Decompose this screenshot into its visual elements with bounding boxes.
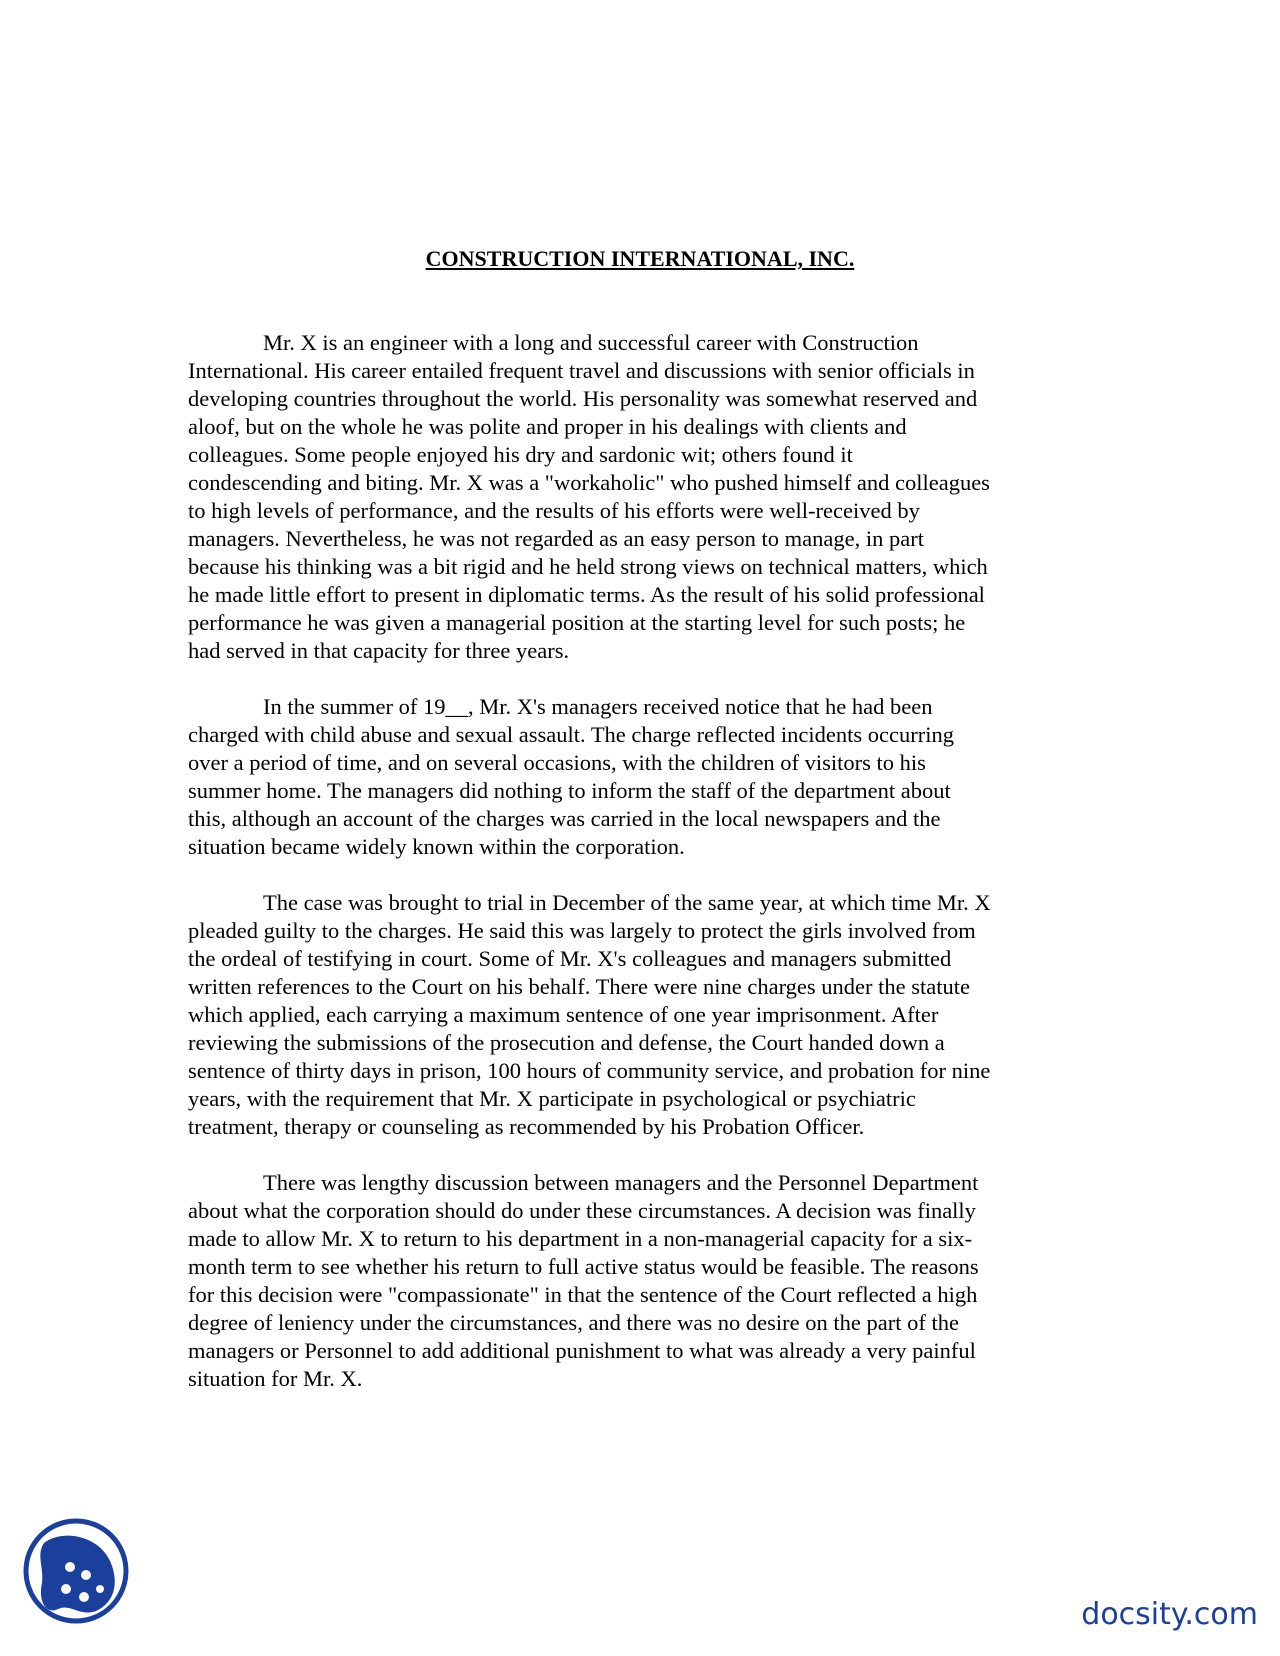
document-title: CONSTRUCTION INTERNATIONAL, INC. [425,246,855,271]
paragraph-4: There was lengthy discussion between managers and the Personnel Department about what the corporation should do under these circumstances. A decision was finally made to allow Mr. X to return to his department in a non-managerial capacity for a six- month term to see whether his return to full active status would be feasible. The reasons for this decision were "compassionate" in that the sentence of the Court reflected a high degree of leniency under the circumstances, and there was no desire on the part of the managers or Personnel to add additional punishment to what was already a very painful situation for Mr. X. [188,1170,979,1391]
document-body [188,329,1108,1421]
watermark-text: docsity.com [1081,1597,1258,1632]
docsity-watermark[interactable] [1081,1597,1258,1633]
docsity-logo-icon [22,1517,130,1625]
paragraph-3: The case was brought to trial in December of the same year, at which time Mr. X pleaded guilty to the charges. He said this was largely to protect the girls involved from the ordeal of testifying in court. Some of Mr. X's colleagues and managers submitted written references to the Court on his behalf. There were nine charges under the statute which applied, each carrying a maximum sentence of one year imprisonment. After reviewing the submissions of the prosecution and defense, the Court handed down a sentence of thirty days in prison, 100 hours of community service, and probation for nine years, with the requirement that Mr. X participate in psychological or psychiatric treatment, therapy or counseling as recommended by his Probation Officer. [188,890,991,1139]
paragraph-2: In the summer of 19__, Mr. X's managers received notice that he had been charged with child abuse and sexual assault. The charge reflected incidents occurring over a period of time, and on several occasions, with the children of visitors to his summer home. The managers did nothing to inform the staff of the department about this, although an account of the charges was carried in the local newspapers and the situation became widely known within the corporation. [188,694,954,859]
paragraph-1: Mr. X is an engineer with a long and successful career with Construction International. His career entailed frequent travel and discussions with senior officials in developing countries throughout the world. His personality was somewhat reserved and aloof, but on the whole he was polite and proper in his dealings with clients and colleagues. Some people enjoyed his dry and sardonic wit; others found it condescending and biting. Mr. X was a "workaholic" who pushed himself and colleagues to high levels of performance, and the results of his efforts were well-received by managers. Nevertheless, he was not regarded as an easy person to manage, in part because his thinking was a bit rigid and he held strong views on technical matters, which he made little effort to present in diplomatic terms. As the result of his solid professional performance he was given a managerial position at the starting level for such posts; he had served in that capacity for three years. [188,330,990,663]
